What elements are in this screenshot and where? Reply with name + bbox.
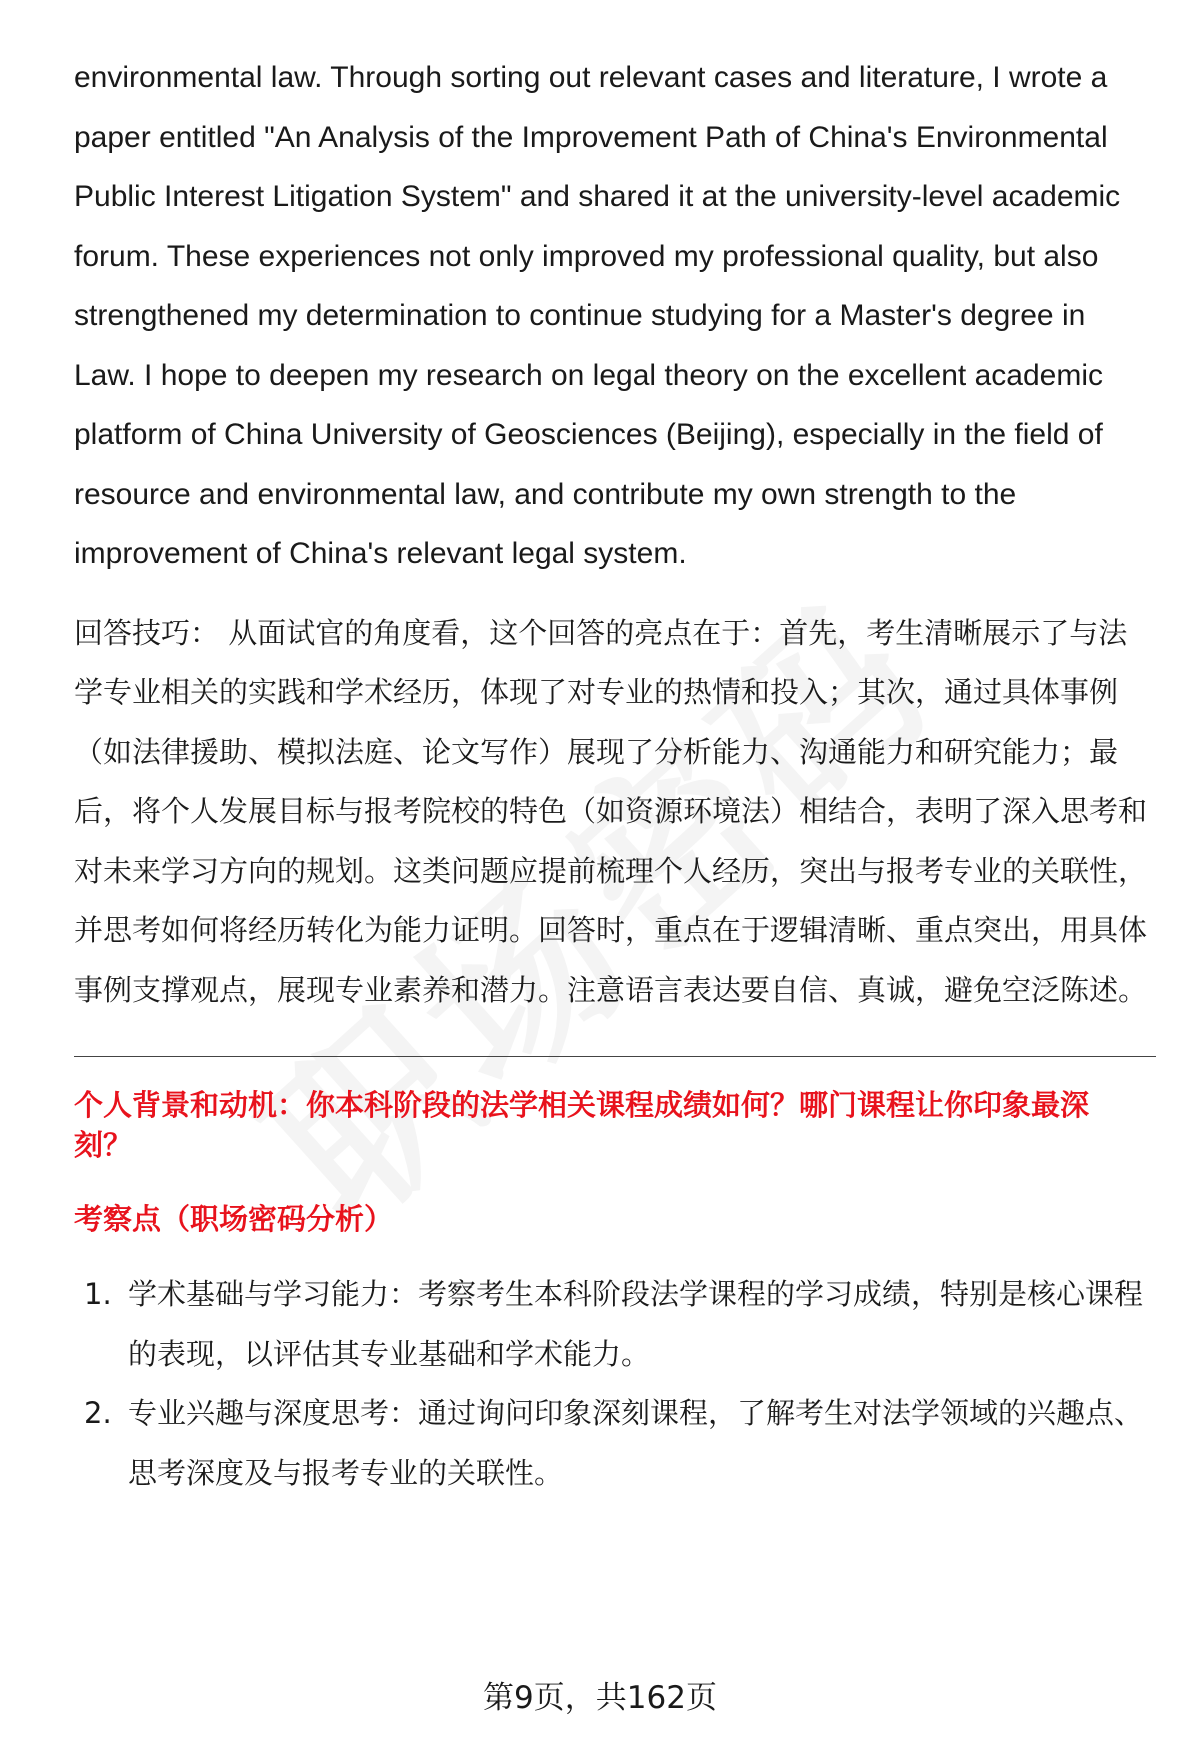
list-item-number: 1. bbox=[84, 1277, 112, 1311]
list-item bbox=[74, 1384, 1152, 1503]
list-item-text: 学术基础与学习能力：考察考生本科阶段法学课程的学习成绩，特别是核心课程的表现，以评估其专业基础和学术能力。 bbox=[128, 1277, 1144, 1371]
list-item bbox=[74, 1265, 1152, 1384]
assessment-points-list bbox=[74, 1265, 1154, 1503]
assessment-points-heading: 考察点（职场密码分析） bbox=[74, 1202, 394, 1236]
answer-tips-paragraph: 回答技巧： 从面试官的角度看，这个回答的亮点在于：首先，考生清晰展示了与法学专业相关的实践和学术经历，体现了对专业的热情和投入；其次，通过具体事例（如法律援助、模拟法庭、论文写作）展现了分析能力、沟通能力和研究能力；最后，将个人发展目标与报考院校的特色（如资源环境法）相结合，表明了深入思考和对未来学习方向的规划。这类问题应提前梳理个人经历，突出与报考专业的关联性，并思考如何将经历转化为能力证明。回答时，重点在于逻辑清晰、重点突出，用具体事例支撑观点，展现专业素养和潜力。注意语言表达要自信、真诚，避免空泛陈述。 bbox=[74, 615, 1148, 1007]
page-content bbox=[74, 48, 1154, 1503]
answer-continuation-paragraph: environmental law. Through sorting out relevant cases and literature, I wrote a paper entitled "An Analysis of the Improvement Path of China's Environmental Public Interest Litigation System" and shared it at the university-level academic forum. These experiences not only improved my professional quality, but also strengthened my determination to continue studying for a Master's degree in Law. I hope to deepen my research on legal theory on the excellent academic platform of China University of Geosciences (Beijing), especially in the field of resource and environmental law, and contribute my own strength to the improvement of China's relevant legal system. bbox=[74, 61, 1121, 570]
list-item-text: 专业兴趣与深度思考：通过询问印象深刻课程，了解考生对法学领域的兴趣点、思考深度及与报考专业的关联性。 bbox=[128, 1396, 1144, 1490]
section-divider bbox=[74, 1056, 1156, 1057]
list-item-number: 2. bbox=[84, 1396, 112, 1430]
page-number-footer: 第9页，共162页 bbox=[483, 1680, 717, 1716]
question-heading: 个人背景和动机：你本科阶段的法学相关课程成绩如何？哪门课程让你印象最深刻？ bbox=[74, 1088, 1090, 1162]
